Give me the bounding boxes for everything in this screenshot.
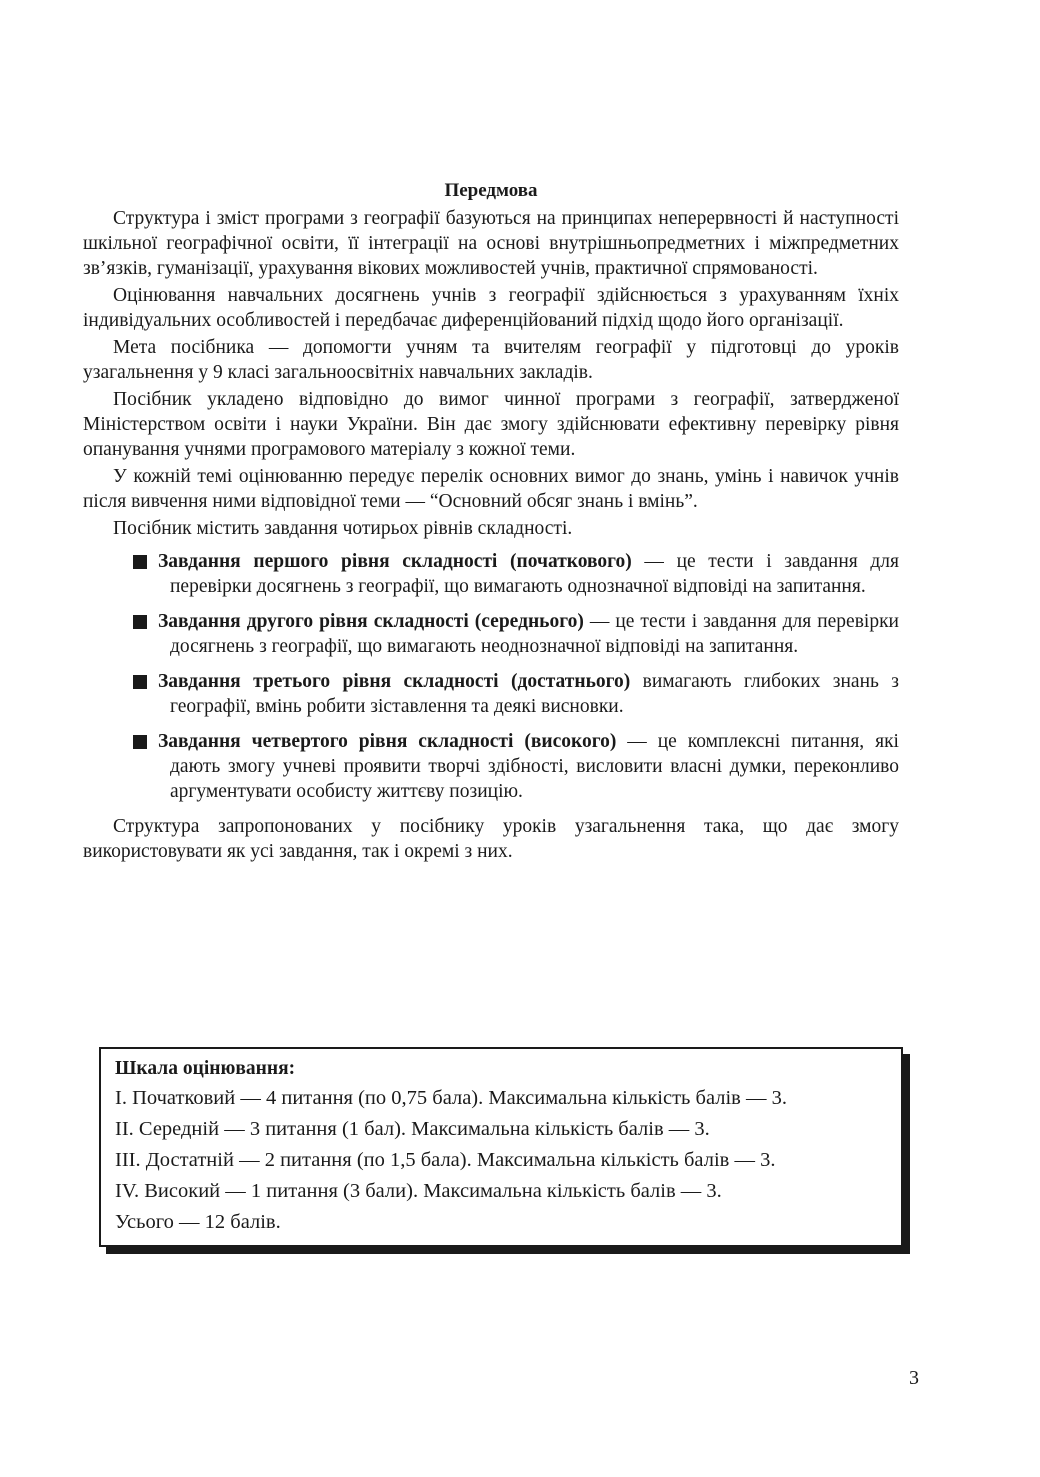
grading-scale-line: II. Середній — 3 питання (1 бал). Максимальна кількість балів — 3. [115, 1118, 710, 1140]
grading-scale-line: III. Достатній — 2 питання (по 1,5 бала). Максимальна кількість балів — 3. [115, 1149, 776, 1171]
list-item [83, 729, 899, 804]
bullet-square-icon [133, 735, 147, 749]
level-title: Завдання першого рівня складності (початкового) [158, 551, 632, 572]
level-title: Завдання третього рівня складності (достатнього) [158, 671, 631, 692]
paragraph-levels-intro: Посібник містить завдання чотирьох рівнів складності. [113, 518, 573, 539]
level-title: Завдання четвертого рівня складності (високого) [158, 731, 617, 752]
paragraph-requirements: У кожній темі оцінюванню передує перелік основних вимог до знань, умінь і навичок учнів після вивчення ними відповідної теми — “Основний обсяг знань і вмінь”. [83, 466, 899, 512]
level-text: — це комплексні питання, які дають змогу учневі проявити творчі здібності, висловити власні думки, переконливо аргументувати особисту життєву позицію. [170, 731, 899, 802]
bullet-square-icon [133, 675, 147, 689]
paragraph-assessment: Оцінювання навчальних досягнень учнів з географії здійснюється з урахуванням їхніх індивідуальних особливостей і передбачає диференційований підхід щодо його організації. [83, 285, 899, 331]
list-item [83, 549, 899, 599]
grading-scale-box [99, 1047, 903, 1247]
level-text: — це тести і завдання для перевірки досягнень з географії, що вимагають однозначної відповіді на запитання. [170, 551, 900, 597]
page-number: 3 [909, 1367, 919, 1389]
paragraph-structure: Структура і зміст програми з географії базуються на принципах неперервності й наступності шкільної географічної освіти, її інтеграції на основі внутрішньопредметних і міжпредметних зв’язків, гуманізації, урахування вікових можливостей учнів, практичної спрямованості. [83, 208, 899, 279]
bullet-square-icon [133, 615, 147, 629]
grading-scale-title: Шкала оцінювання: [115, 1058, 296, 1079]
paragraph-program: Посібник укладено відповідно до вимог чинної програми з географії, затвердженої Міністерством освіти і науки України. Він дає змогу здійснювати ефективну перевірку рівня опанування учнями програмового матеріалу з кожної теми. [83, 389, 899, 460]
grading-scale-line: I. Початковий — 4 питання (по 0,75 бала). Максимальна кількість балів — 3. [115, 1087, 787, 1109]
bullet-square-icon [133, 555, 147, 569]
level-text: — це тести і завдання для перевірки досягнень з географії, що вимагають неоднозначної відповіді на запитання. [170, 611, 899, 657]
levels-list [83, 549, 899, 804]
list-item [83, 609, 899, 659]
grading-scale-line: IV. Високий — 1 питання (3 бали). Максимальна кількість балів — 3. [115, 1180, 722, 1202]
list-item [83, 669, 899, 719]
grading-scale-total: Усього — 12 балів. [115, 1211, 281, 1233]
page-content [83, 178, 899, 870]
level-text: вимагають глибоких знань з географії, вмінь робити зіставлення та деякі висновки. [170, 671, 899, 717]
paragraph-goal: Мета посібника — допомогти учням та вчителям географії у підготовці до уроків узагальнення у 9 класі загальноосвітніх навчальних закладів. [83, 337, 899, 383]
level-title: Завдання другого рівня складності (середнього) [158, 611, 584, 632]
paragraph-closing: Структура запропонованих у посібнику уроків узагальнення така, що дає змогу використовувати як усі завдання, так і окремі з них. [83, 816, 899, 862]
page-title: Передмова [444, 180, 538, 201]
